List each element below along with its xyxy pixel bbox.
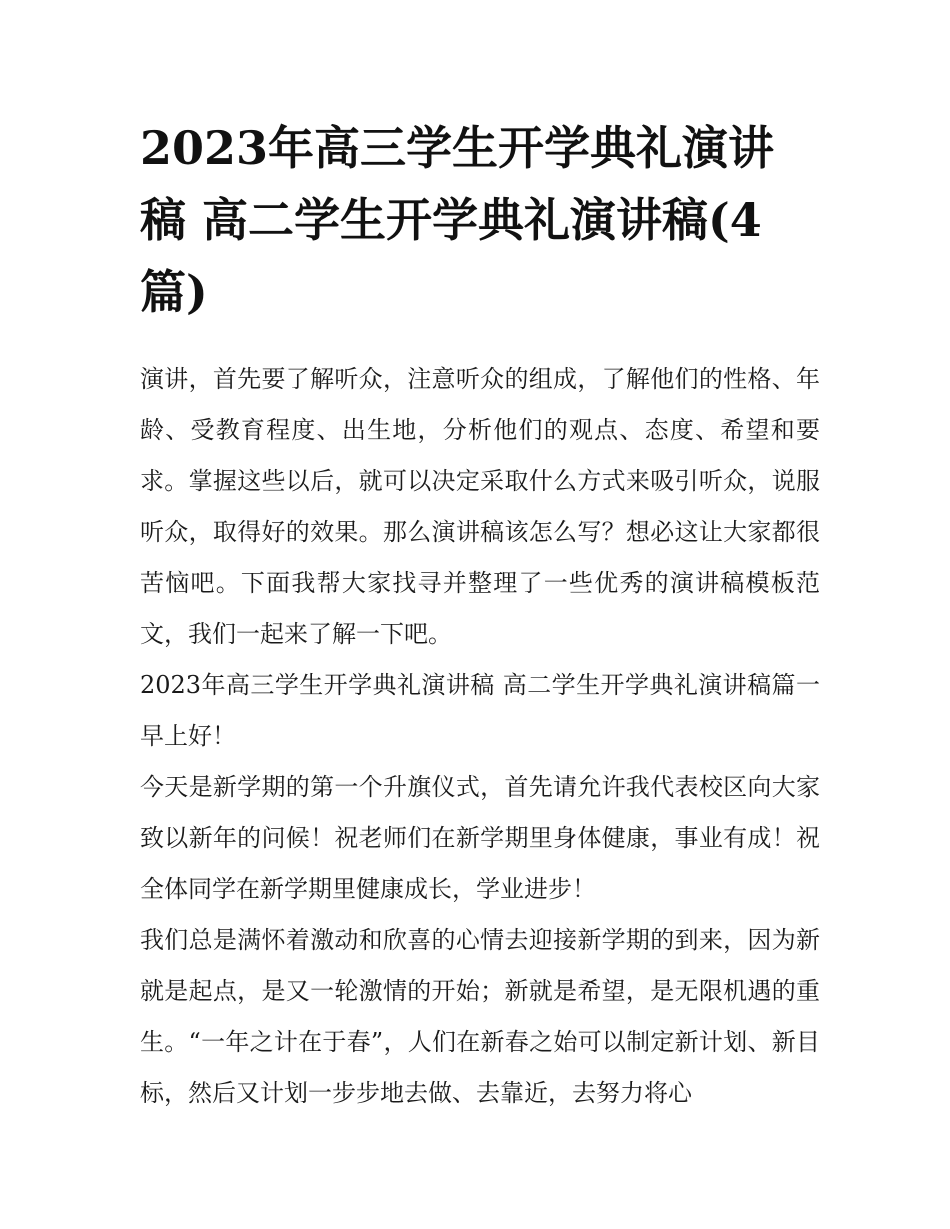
paragraph-intro: 演讲，首先要了解听众，注意听众的组成，了解他们的性格、年龄、受教育程度、出生地，分析他们的观点、态度、希望和要求。掌握这些以后，就可以决定采取什么方式来吸引听众，说服听众，取得好的效果。那么演讲稿该怎么写？想必这让大家都很苦恼吧。下面我帮大家找寻并整理了一些优秀的演讲稿模板范文，我们一起来了解一下吧。 [140, 365, 820, 648]
document-body [140, 354, 820, 1119]
paragraph-section-heading: 2023年高三学生开学典礼演讲稿 高二学生开学典礼演讲稿篇一 早上好！ [140, 671, 820, 750]
document-title: 2023年高三学生开学典礼演讲稿 高二学生开学典礼演讲稿(4篇) [140, 121, 775, 319]
paragraph-new-semester: 我们总是满怀着激动和欣喜的心情去迎接新学期的到来，因为新就是起点，是又一轮激情的开始；新就是希望，是无限机遇的重生。“一年之计在于春”，人们在新春之始可以制定新计划、新目标，然后又计划一步步地去做、去靠近，去努力将心 [140, 926, 820, 1107]
paragraph-greeting: 今天是新学期的第一个升旗仪式，首先请允许我代表校区向大家致以新年的问候！祝老师们在新学期里身体健康，事业有成！祝全体同学在新学期里健康成长，学业进步！ [140, 773, 820, 903]
